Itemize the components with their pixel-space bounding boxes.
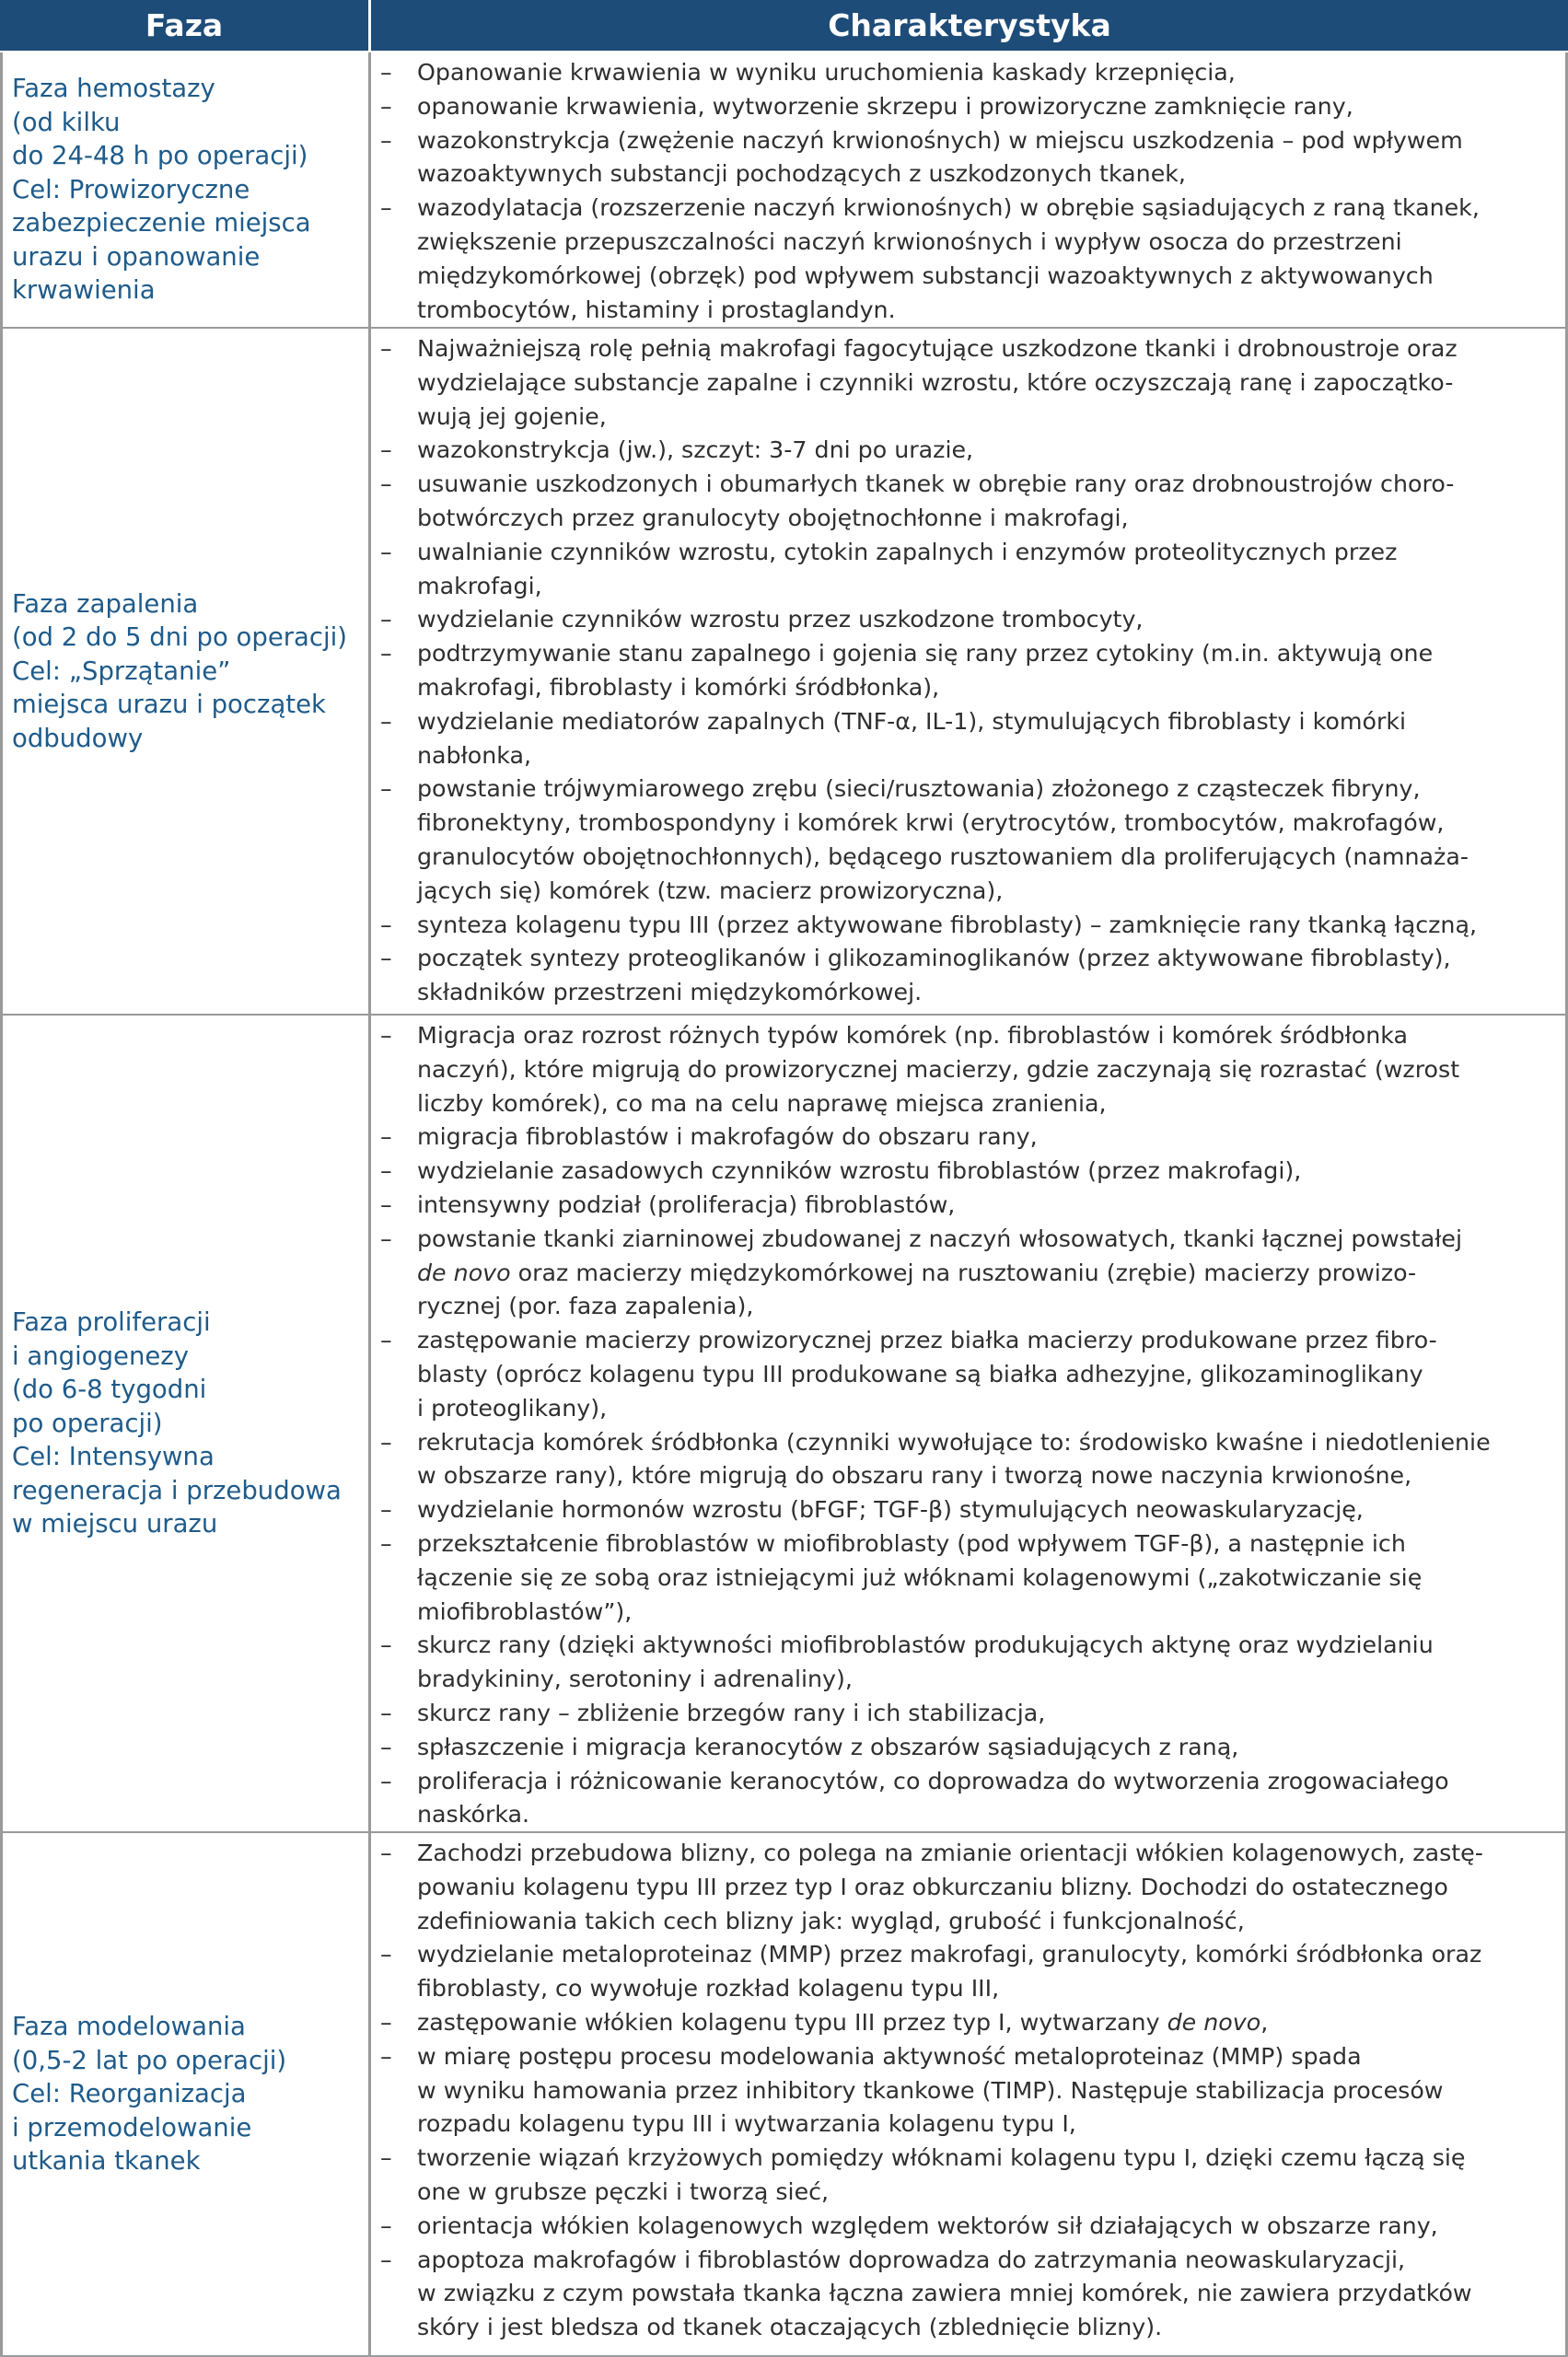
list-item-line: – wydzielanie hormonów wzrostu (bFGF; TGF-β) stymulujących neowaskularyzację, [380,1493,1565,1527]
list-item-line: – synteza kolagenu typu III (przez aktywowane fibroblasty) – zamknięcie rany tkanką łączną, [380,909,1565,943]
list-item-line: – Migracja oraz rozrost różnych typów komórek (np. fibroblastów i komórek śródbłonka [380,1019,1565,1053]
phase-label [3,1306,342,1541]
list-item-line: – powstanie tkanki ziarninowej zbudowanej z naczyń włosowatych, tkanki łącznej powstałej [380,1223,1565,1257]
characteristics-cell [371,52,1568,327]
phase-line: i angiogenezy [12,1341,190,1371]
phase-line: krwawienia [12,275,156,306]
phase-line: i przemodelowanie [12,2112,252,2142]
characteristics-list [380,56,1565,327]
list-item-line: zwiększenie przepuszczalności naczyń krwionośnych i wypływ osocza do przestrzeni [417,227,1402,255]
list-item-line: – powstanie trójwymiarowego zrębu (sieci/rusztowania) złożonego z cząsteczek fibryny, [380,772,1565,807]
list-item-line: w obszarze rany), które migrują do obszaru rany i tworzą nowe naczynia krwionośne, [417,1462,1412,1490]
list-item-line: wazoaktywnych substancji pochodzących z uszkodzonych tkanek, [417,160,1186,188]
list-item-line: międzykomórkowej (obrzęk) pod wpływem substancji wazoaktywnych z aktywowanych [417,261,1434,289]
list-item-line: – wazodylatacja (rozszerzenie naczyń krwionośnych) w obrębie sąsiadujących z raną tkanek, [380,192,1565,226]
phase-line: (0,5-2 lat po operacji) [12,2045,287,2075]
list-item-line: nabłonka, [417,741,532,769]
list-item-line: – wazokonstrykcja (jw.), szczyt: 3-7 dni po urazie, [380,434,1565,468]
phase-line: Cel: Intensywna [12,1442,215,1472]
list-item-line: liczby komórek), co ma na celu naprawę miejsca zranienia, [417,1089,1107,1117]
list-item-line: – wazokonstrykcja (zwężenie naczyń krwionośnych) w miejscu uszkodzenia – pod wpływem [380,124,1565,158]
list-item-line: w związku z czym powstała tkanka łączna zawiera mniej komórek, nie zawiera przydatków [417,2280,1472,2307]
phase-cell [0,1016,371,1831]
list-item-line: trombocytów, histaminy i prostaglandyn. [417,296,896,323]
characteristics-cell [371,1833,1568,2355]
list-item-line: – przekształcenie fibroblastów w miofibroblasty (pod wpływem TGF-β), a następnie ich [380,1527,1565,1562]
list-item-line: łączenie się ze sobą oraz istniejącymi już włóknami kolagenowymi („zakotwiczanie się [417,1563,1423,1591]
phase-line: odbudowy [12,723,144,753]
characteristics-list [380,1837,1565,2345]
list-item-line: zdefiniowania takich cech blizny jak: wygląd, grubość i funkcjonalność, [417,1907,1245,1934]
list-item-line: – tworzenie wiązań krzyżowych pomiędzy włóknami kolagenu typu I, dzięki czemu łączą się [380,2142,1565,2176]
list-item-line: makrofagi, [417,572,542,599]
list-item-line: rozpadu kolagenu typu III i wytwarzania kolagenu typu I, [417,2110,1076,2138]
header-characteristics: Charakterystyka [828,7,1111,43]
list-item-line: – Opanowanie krwawienia w wyniku uruchomienia kaskady krzepnięcia, [380,56,1565,90]
list-item-line: – wydzielanie mediatorów zapalnych (TNF-α, IL-1), stymulujących fibroblasty i komórki [380,705,1565,739]
list-item-line: – migracja fibroblastów i makrofagów do obszaru rany, [380,1120,1565,1155]
list-item-line: – Najważniejszą rolę pełnią makrofagi fagocytujące uszkodzone tkanki i drobnoustroje oraz [380,332,1565,366]
phase-line: w miejscu urazu [12,1509,218,1539]
list-item-line: granulocytów obojętnochłonnych), będącego rusztowaniem dla proliferujących (namnaża- [417,842,1469,870]
list-item-line: – zastępowanie macierzy prowizorycznej przez białka macierzy produkowane przez fibro- [380,1324,1565,1358]
list-item-line: – Zachodzi przebudowa blizny, co polega na zmianie orientacji włókien kolagenowych, zastę- [380,1837,1565,1871]
phase-line: po operacji) [12,1408,163,1438]
phase-line: utkania tkanek [12,2146,201,2177]
phase-line: Faza modelowania [12,2012,246,2042]
table-row [0,52,1568,327]
list-item-line: składników przestrzeni międzykomórkowej. [417,979,923,1006]
phase-line: urazu i opanowanie [12,241,261,272]
phase-line: Cel: Reorganizacja [12,2079,247,2109]
list-item-line: – wydzielanie metaloproteinaz (MMP) przez makrofagi, granulocyty, komórki śródbłonka oraz [380,1938,1565,1972]
list-item-line: – proliferacja i różnicowanie keranocytów, co doprowadza do wytworzenia zrogowaciałego [380,1765,1565,1799]
phase-cell [0,1833,371,2355]
list-item-line: – podtrzymywanie stanu zapalnego i gojenia się rany przez cytokiny (m.in. aktywują one [380,637,1565,671]
phase-line: Faza hemostazy [12,74,215,104]
phase-cell [0,52,371,327]
list-item-line: – skurcz rany – zbliżenie brzegów rany i ich stabilizacja, [380,1697,1565,1731]
list-item-line: botwórczych przez granulocyty obojętnochłonne i makrofagi, [417,504,1129,531]
table-row [0,1833,1568,2355]
phase-line: zabezpieczenie miejsca [12,208,311,238]
phase-label [3,587,347,756]
list-item-line: – apoptoza makrofagów i fibroblastów doprowadza do zatrzymania neowaskularyzacji, [380,2244,1565,2278]
list-item-line: miofibroblastów”), [417,1597,633,1625]
list-item-line: i proteoglikany), [417,1394,608,1422]
list-item-line: bradykininy, serotoniny i adrenaliny), [417,1666,853,1693]
phase-line: (od kilku [12,107,121,137]
list-item-line: powaniu kolagenu typu III przez typ I oraz obkurczaniu blizny. Dochodzi do ostatecznego [417,1873,1448,1900]
phase-line: Faza zapalenia [12,588,199,619]
header-phase: Faza [145,7,224,43]
list-item-line: skóry i jest bledsza od tkanek otaczających (zblednięcie blizny). [417,2314,1163,2341]
list-item-line: – uwalnianie czynników wzrostu, cytokin zapalnych i enzymów proteolitycznych przez [380,536,1565,570]
list-item-line: – opanowanie krwawienia, wytworzenie skrzepu i prowizoryczne zamknięcie rany, [380,90,1565,124]
phase-line: miejsca urazu i początek [12,690,326,720]
characteristics-list [380,332,1565,1010]
list-item-line: – w miarę postępu procesu modelowania aktywność metaloproteinaz (MMP) spada [380,2040,1565,2074]
characteristics-cell [371,329,1568,1014]
phase-line: (do 6-8 tygodni [12,1375,207,1405]
list-item-line: de novo oraz macierzy międzykomórkowej na rusztowaniu (zrębie) macierzy prowizo- [417,1259,1417,1286]
list-item-line: – intensywny podział (proliferacja) fibroblastów, [380,1189,1565,1223]
list-item-line: makrofagi, fibroblasty i komórki śródbłonka), [417,673,940,701]
list-item-line: – orientacja włókien kolagenowych względem wektorów sił działających w obszarze rany, [380,2210,1565,2244]
list-item-line: naczyń), które migrują do prowizorycznej macierzy, gdzie zaczynają się rozrastać (wzrost [417,1055,1460,1083]
list-item-line: wują jej gojenie, [417,402,607,430]
phase-cell [0,329,371,1014]
list-item-line: one w grubsze pęczki i tworzą sieć, [417,2177,830,2205]
phase-line: Cel: „Sprzątanie” [12,656,231,686]
list-item-line: wydzielające substancje zapalne i czynniki wzrostu, które oczyszczają ranę i zapoczątko- [417,368,1454,396]
phase-line: (od 2 do 5 dni po operacji) [12,622,348,653]
list-item-line: fibroblasty, co wywołuje rozkład kolagenu typu III, [417,1975,1000,2003]
phase-line: regeneracja i przebudowa [12,1475,342,1505]
list-item-line: – spłaszczenie i migracja keranocytów z obszarów sąsiadujących z raną, [380,1731,1565,1765]
list-item-line: – wydzielanie zasadowych czynników wzrostu fibroblastów (przez makrofagi), [380,1155,1565,1189]
list-item-line: – rekrutacja komórek śródbłonka (czynniki wywołujące to: środowisko kwaśne i niedotlenienie [380,1426,1565,1460]
list-item-line: – wydzielanie czynników wzrostu przez uszkodzone trombocyty, [380,603,1565,637]
phase-line: do 24-48 h po operacji) [12,141,308,171]
table-header [0,0,1568,51]
list-item-line: w wyniku hamowania przez inhibitory tkankowe (TIMP). Następuje stabilizacja procesów [417,2076,1444,2104]
characteristics-list [380,1019,1565,1832]
characteristics-cell [371,1016,1568,1831]
list-item-line: – początek syntezy proteoglikanów i glikozaminoglikanów (przez aktywowane fibroblasty), [380,942,1565,976]
list-item-line: jących się) komórek (tzw. macierz prowizoryczna), [417,877,1004,904]
table-row [0,1016,1568,1831]
list-item-line: – zastępowanie włókien kolagenu typu III przez typ I, wytwarzany de novo, [380,2006,1565,2040]
list-item-line: – usuwanie uszkodzonych i obumarłych tkanek w obrębie rany oraz drobnoustrojów choro- [380,468,1565,502]
list-item-line: rycznej (por. faza zapalenia), [417,1293,754,1320]
list-item-line: – skurcz rany (dzięki aktywności miofibroblastów produkujących aktynę oraz wydzielaniu [380,1629,1565,1663]
phase-line: Cel: Prowizoryczne [12,174,250,204]
list-item-line: blasty (oprócz kolagenu typu III produkowane są białka adhezyjne, glikozaminoglikany [417,1360,1423,1387]
list-item-line: naskórka. [417,1801,530,1829]
list-item-line: fibronektyny, trombospondyny i komórek krwi (erytrocytów, trombocytów, makrofagów, [417,809,1445,837]
phase-label [3,2010,286,2178]
table-row [0,329,1568,1014]
phase-label [3,72,311,308]
phase-line: Faza proliferacji [12,1307,211,1338]
